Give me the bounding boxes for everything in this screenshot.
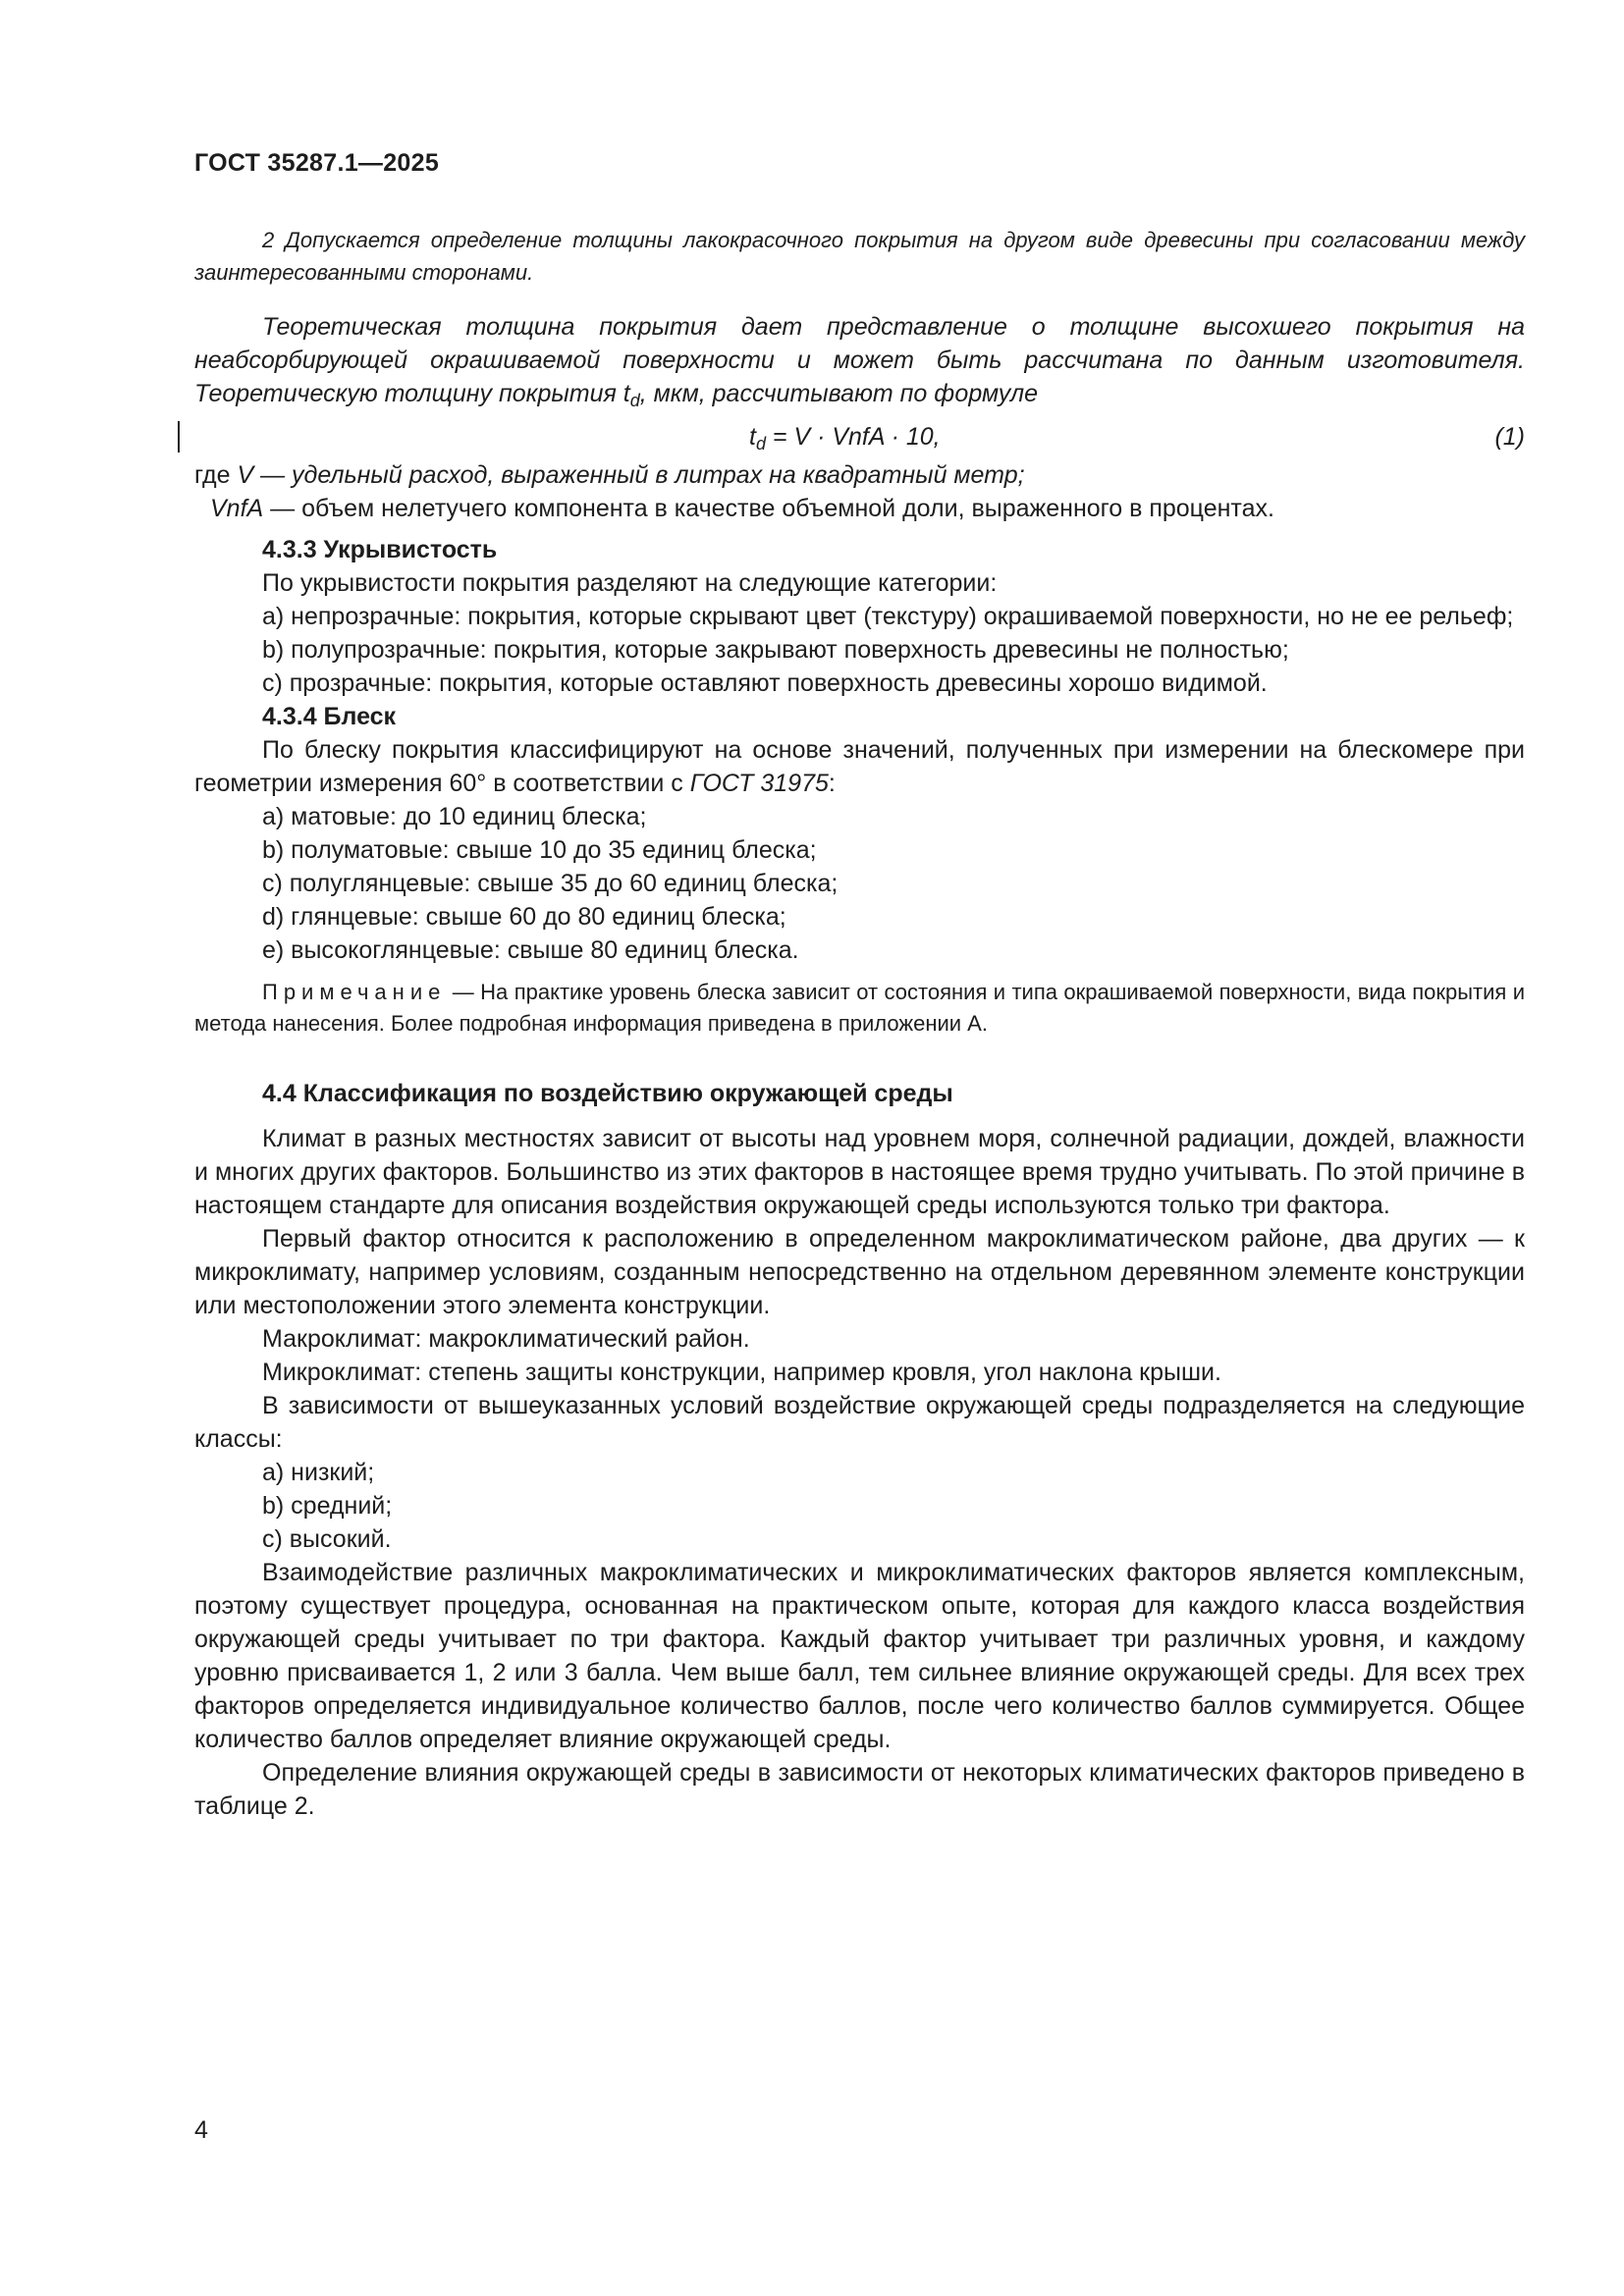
section-4-3-3-intro: По укрывистости покрытия разделяют на следующие категории: [262,569,998,597]
paragraph: В зависимости от вышеуказанных условий воздействие окружающей среды подразделяется на следующие классы: [194,1392,1525,1453]
paragraph: Первый фактор относится к расположению в определенном макроклиматическом районе, два других — к микроклимату, например условиям, созданным непосредственно на отдельном деревянном элементе конструкции или местоположении этого элемента конструкции. [194,1225,1525,1319]
theory-paragraph: Теоретическая толщина покрытия дает представление о толщине высохшего покрытия на неабсорбирующей окрашиваемой поверхности и может быть рассчитана по данным изготовителя. Теоретическую толщину покрытия $t_d$, мкм, рассчитывают по формуле [194,313,1525,410]
gloss-note: Примечание — На практике уровень блеска зависит от состояния и типа окрашиваемой поверхности, вида покрытия и метода нанесения. Более подробная информация приведена в приложении А. [194,980,1525,1036]
list-item: c) прозрачные: покрытия, которые оставляют поверхность древесины хорошо видимой. [262,669,1268,697]
section-4-4-heading: 4.4 Классификация по воздействию окружающей среды [262,1080,953,1107]
list-item: c) полуглянцевые: свыше 35 до 60 единиц блеска; [262,870,839,897]
list-item: a) низкий; [262,1459,375,1486]
where-vnfa: VnfA — объем нелетучего компонента в качестве объемной доли, выраженного в процентах. [210,495,1274,522]
paragraph: Макроклимат: макроклиматический район. [262,1325,750,1353]
section-4-3-4-heading: 4.3.4 Блеск [262,703,397,730]
formula-1 [194,417,1525,456]
list-item: e) высокоглянцевые: свыше 80 единиц блеска. [262,936,799,964]
list-item: c) высокий. [262,1525,392,1553]
paragraph: Микроклимат: степень защиты конструкции, например кровля, угол наклона крыши. [262,1359,1221,1386]
section-4-3-4-intro: По блеску покрытия классифицируют на основе значений, полученных при измерении на блескомере при геометрии измерения 60° в соответствии с ГОСТ 31975: [194,736,1525,797]
list-item: a) матовые: до 10 единиц блеска; [262,803,647,830]
paragraph: Взаимодействие различных макроклиматических и микроклиматических факторов является комплексным, поэтому существует процедура, основанная на практическом опыте, которая для каждого класса воздействия окружающей среды учитывает по три фактора. Каждый фактор учитывает три различных уровня, и каждому уровню присваивается 1, 2 или 3 балла. Чем выше балл, тем сильнее влияние окружающей среды. Для всех трех факторов определяется индивидуальное количество баллов, после чего количество баллов суммируется. Общее количество баллов определяет влияние окружающей среды. [194,1559,1525,1753]
list-item: b) средний; [262,1492,393,1520]
note-2: 2 Допускается определение толщины лакокрасочного покрытия на другом виде древесины при согласовании между заинтересованными сторонами. [194,228,1525,285]
section-4-3-3-heading: 4.3.3 Укрывистость [262,536,498,563]
list-item: b) полупрозрачные: покрытия, которые закрывают поверхность древесины не полностью; [262,636,1289,664]
list-item: b) полуматовые: свыше 10 до 35 единиц блеска; [262,836,817,864]
paragraph: Климат в разных местностях зависит от высоты над уровнем моря, солнечной радиации, дождей, влажности и многих других факторов. Большинство из этих факторов в настоящее время трудно учитывать. По этой причине в настоящем стандарте для описания воздействия окружающей среды используются только три фактора. [194,1125,1525,1219]
page-number: 4 [194,2116,208,2144]
where-v: где V — удельный расход, выраженный в литрах на квадратный метр; [194,461,1025,489]
page-content [194,224,1525,1823]
list-item: d) глянцевые: свыше 60 до 80 единиц блеска; [262,903,786,931]
formula-number: (1) [1494,423,1525,451]
list-item: a) непрозрачные: покрытия, которые скрывают цвет (текстуру) окрашиваемой поверхности, но не ее рельеф; [262,603,1514,630]
gost-reference-link[interactable]: ГОСТ 31975 [689,770,829,797]
paragraph: Определение влияния окружающей среды в зависимости от некоторых климатических факторов приведено в таблице 2. [194,1759,1525,1820]
document-header: ГОСТ 35287.1—2025 [194,149,440,177]
formula-expression: $t_d = V$ · VnfA · 10, [749,423,941,454]
revision-bar [178,421,180,453]
